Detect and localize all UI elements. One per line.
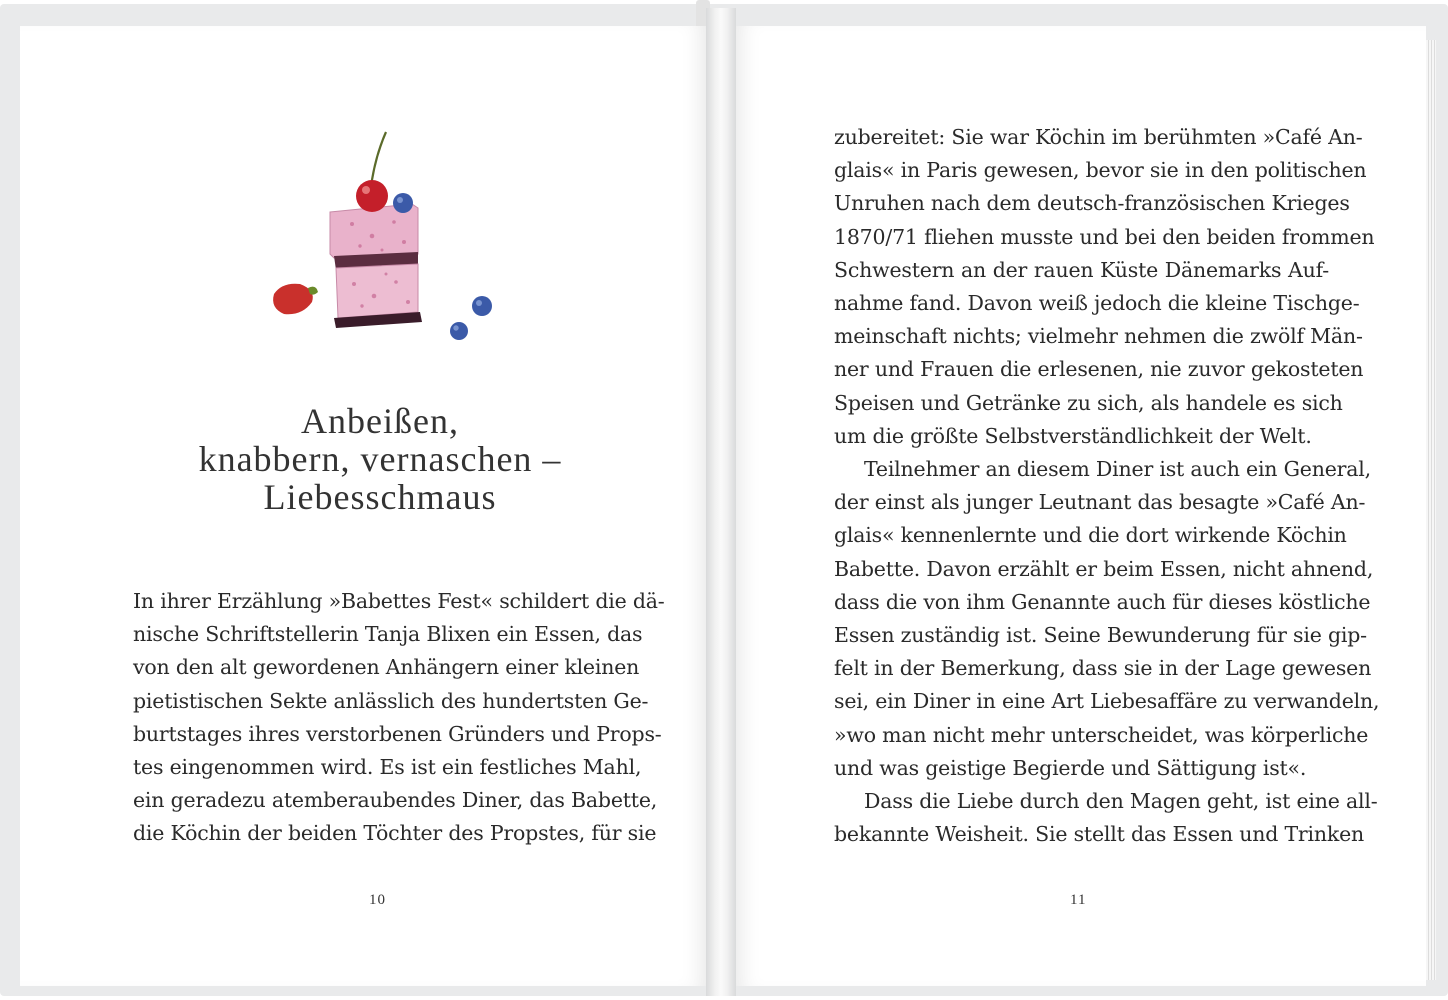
blueberry-bottom (450, 322, 468, 340)
text-line: tes eingenommen wird. Es ist ein festliches Mahl, (133, 755, 642, 780)
chapter-title-line: Anbeißen, (301, 401, 459, 442)
text-line: nische Schriftstellerin Tanja Blixen ein Essen, das (133, 622, 643, 647)
text-line: der einst als junger Leutnant das besagte »Café An- (834, 490, 1366, 515)
book-gutter (706, 8, 736, 996)
text-line: sei, ein Diner in eine Art Liebesaffäre zu verwandeln, (834, 689, 1380, 714)
chapter-title-line: knabbern, vernaschen – (198, 439, 562, 480)
right-body-text (834, 121, 1380, 851)
text-line: von den alt gewordenen Anhängern einer kleinen (133, 655, 640, 680)
text-line: dass die von ihm Genannte auch für dieses köstliche (834, 589, 1371, 614)
text-line: bekannte Weisheit. Sie stellt das Essen und Trinken (834, 822, 1365, 847)
page-number-left: 10 (369, 892, 386, 908)
text-line: Teilnehmer an diesem Diner ist auch ein General, (864, 457, 1371, 482)
text-line: ner und Frauen die erlesenen, nie zuvor gekosteten (834, 357, 1364, 382)
text-line: Dass die Liebe durch den Magen geht, ist eine all- (864, 789, 1378, 814)
text-line: 1870/71 fliehen musste und bei den beiden frommen (834, 224, 1375, 249)
text-line: nahme fand. Davon weiß jedoch die kleine Tischge- (834, 291, 1360, 316)
blueberry-top (393, 193, 413, 213)
text-line: um die größte Selbstverständlichkeit der Welt. (834, 423, 1312, 448)
text-line: die Köchin der beiden Töchter des Propstes, für sie (133, 821, 657, 846)
strawberry (273, 284, 313, 315)
cherry (356, 180, 388, 212)
text-line: Essen zuständig ist. Seine Bewunderung für sie gip- (834, 623, 1367, 648)
text-line: glais« kennenlernte und die dort wirkende Köchin (834, 523, 1347, 548)
chapter-title-line: Liebesschmaus (263, 477, 497, 518)
text-line: glais« in Paris gewesen, bevor sie in den politischen (834, 158, 1367, 183)
text-line: und was geistige Begierde und Sättigung ist«. (834, 755, 1307, 780)
cake-lower-layer (336, 264, 418, 318)
text-line: Babette. Davon erzählt er beim Essen, nicht ahnend, (834, 556, 1374, 581)
text-line: pietistischen Sekte anlässlich des hundertsten Ge- (133, 688, 649, 713)
page-stack-edge (1426, 40, 1436, 980)
blueberry-right (472, 296, 492, 316)
text-line: meinschaft nichts; vielmehr nehmen die zwölf Män- (834, 324, 1363, 349)
text-line: Unruhen nach dem deutsch-französischen Krieges (834, 191, 1350, 216)
text-line: In ihrer Erzählung »Babettes Fest« schildert die dä- (133, 589, 665, 613)
text-line: burtstages ihres verstorbenen Gründers und Props- (133, 721, 662, 746)
cake-slice-with-cherry-icon (262, 124, 502, 354)
text-line: zubereitet: Sie war Köchin im berühmten »Café An- (834, 125, 1363, 149)
chapter-title (110, 402, 650, 516)
text-line: Schwestern an der rauen Küste Dänemarks Auf- (834, 257, 1329, 282)
left-body-text (133, 585, 665, 851)
text-line: Speisen und Getränke zu sich, als handele es sich (834, 390, 1343, 415)
text-line: »wo man nicht mehr unterscheidet, was körperliche (834, 722, 1369, 747)
page-number-right: 11 (1070, 892, 1087, 908)
text-line: felt in der Bemerkung, dass sie in der Lage gewesen (834, 656, 1372, 681)
text-line: ein geradezu atemberaubendes Diner, das Babette, (133, 788, 658, 813)
